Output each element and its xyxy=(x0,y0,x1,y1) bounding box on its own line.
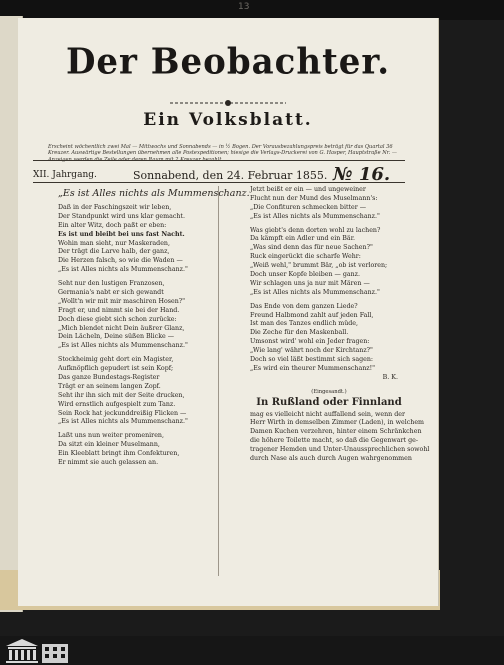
article-line: Damen Kuchen verzehren, hinter einem Schränkchen xyxy=(250,428,422,436)
poem-line: Germania's nabt er sich gewandt xyxy=(58,289,164,297)
poem-line: Wohin man sieht, nur Maskeraden, xyxy=(58,239,170,247)
newspaper-title: Der Beobachter. xyxy=(65,41,391,83)
library-logo-icon xyxy=(2,636,72,665)
article-line: tragener Hemden und Unter-Unaussprechlichen sowohl xyxy=(250,446,430,454)
poem-line: Trägt er an seinem langen Zopf. xyxy=(58,382,161,390)
issue-number: № 16. xyxy=(333,164,391,185)
page-number: 13 xyxy=(238,2,250,12)
poem-line: Stockheimig geht dort ein Magister, xyxy=(58,356,174,364)
poem-line: Seht nur den lustigen Franzosen, xyxy=(58,280,165,288)
left-column xyxy=(58,188,250,468)
poem-line: „Es wird ein theurer Mummenschanz!" xyxy=(250,364,376,372)
poem-line: „Es ist Alles nichts als Mummenschanz." xyxy=(250,288,380,296)
poem-line: Der Standpunkt wird uns klar gemacht. xyxy=(58,212,185,220)
poem-line: Ruck eingerückt die scharfe Wehr: xyxy=(250,253,361,261)
article-line: Herr Wirth in demselben Zimmer (Laden), in welchem xyxy=(250,419,425,427)
poem-line: Dein Lächeln, Deine süßen Blicke — xyxy=(58,333,175,341)
poem-line: Doch unser Kopfe bleiben — ganz. xyxy=(250,271,360,279)
poem-line: Ein alter Witz, doch paßt er eben: xyxy=(58,221,167,229)
ornament-divider-icon xyxy=(170,97,286,109)
article-line: mag es vielleicht nicht auffallend sein, wenn der xyxy=(250,410,405,418)
poem-line: „Es ist Alles nichts als Mummenschanz." xyxy=(250,212,380,220)
poem-line: Das Ende von dem ganzen Liede? xyxy=(250,302,358,310)
viewer-top-bar xyxy=(0,0,504,20)
poem-line: Was giebt's denn dorten wohl zu lachen? xyxy=(250,226,381,234)
poem-line: Seht ihr ihn sich mit der Seite drucken, xyxy=(58,391,185,399)
poem-signature: B. K. xyxy=(382,373,398,381)
poem-line: „Wollt'n wir mit mir maschiren Hosen?" xyxy=(58,297,186,305)
poem-line: Der trägt die Larve halb, der ganz, xyxy=(58,248,170,256)
newspaper-subtitle: Ein Volksblatt. xyxy=(143,110,313,130)
poem-line: „Es ist Alles nichts als Mummenschanz." xyxy=(58,418,188,426)
poem-line: Fragt er, und nimmt sie bei der Hand. xyxy=(58,306,180,314)
poem-line: Da kämpft ein Adler und ein Bär. xyxy=(250,235,356,243)
poem-line: „Wie lang' währt noch der Kirchtanz?" xyxy=(250,347,373,355)
poem-line: Er nimmt sie auch gelassen an. xyxy=(58,459,159,467)
poem-line: Doch diese giebt sich schon zurücke: xyxy=(58,315,177,323)
column-divider xyxy=(218,186,219,576)
poem-line: Wird ernstlich aufgespielt zum Tanz. xyxy=(58,400,176,408)
poem-line: „Die Confituren schmecken bitter — xyxy=(250,203,367,211)
poem-line: Umsonst wird' wohl ein Jeder fragen: xyxy=(250,338,370,346)
poem-line: Es ist und bleibt bei uns fast Nacht. xyxy=(58,230,185,238)
poem-line: Doch so viel läßt bestimmt sich sagen: xyxy=(250,356,374,364)
poem-title: „Es ist Alles nichts als Mummenschanz. xyxy=(58,188,250,199)
poem-line: Da sitzt ein kleiner Muselmann, xyxy=(58,441,160,449)
poem-line: Freund Halbmond zahlt auf jeden Fall, xyxy=(250,311,374,319)
poem-line: Jetzt beißt er ein — und ungeweiner xyxy=(250,186,366,193)
poem-line: Sein Rock hat jeckunddreißig Flicken — xyxy=(58,409,187,417)
poem-line: Aufknöpflich gepudert ist sein Kopf; xyxy=(58,365,174,373)
poem-line: „Es ist Alles nichts als Mummenschanz." xyxy=(58,266,188,274)
volume-year: XII. Jahrgang. xyxy=(33,170,97,180)
poem-line: Flucht nun der Mund des Muselmann's: xyxy=(250,194,378,202)
poem-line: Laßt uns nun weiter promeniren, xyxy=(58,432,164,440)
poem-line: „Weiß wehl," brummt Bär, „ob ist verloren; xyxy=(250,262,388,270)
poem-line: „Mich blendet nicht Dein äußrer Glanz, xyxy=(58,324,185,332)
submitted-note: (Eingesandt.) xyxy=(311,388,347,395)
poem-line: Die Herzen falsch, so wie die Waden — xyxy=(58,257,183,265)
poem-line: Ist man des Tanzes endlich müde, xyxy=(250,320,359,328)
article-line: die höhere Toilette macht, so daß die Gegenwart ge- xyxy=(250,437,418,445)
poem-line: Ein Kleeblatt bringt ihm Confekturen, xyxy=(58,450,180,458)
article-line: durch Nase als auch durch Augen wahrgenommen xyxy=(250,455,412,463)
poem-line: Das ganze Bundestags-Register xyxy=(58,374,160,382)
issue-date: Sonnabend, den 24. Februar 1855. xyxy=(133,169,328,182)
poem-line: Die Zeche für den Maskenball. xyxy=(250,329,349,337)
poem-line: Daß in der Faschingszeit wir leben, xyxy=(58,204,172,211)
poem-line: Wir schlagen uns ja nur mit Mären — xyxy=(250,279,370,287)
viewer-footer xyxy=(0,636,504,665)
right-column xyxy=(250,186,430,464)
header-rule-top xyxy=(33,160,405,161)
subscription-notice: Erscheint wöchentlich zwei Mal — Mittwochs und Sonnabends — in ½ Bogen. Der Vorausbezahlungspreis beträgt für das Quartal 36 Kreuzer. Auswärtige Bestellungen übernehmen alle Postexpeditionen; hiesige die Verlags-Druckerei von G. Hasper, Hauptstraße Nr. — Anzeigen werden die Zeile oder deren Raum mit 2 Kreuzer bezahlt. xyxy=(48,144,397,163)
article-title: In Rußland oder Finnland xyxy=(256,396,402,408)
poem-line: „Was sind denn das für neue Sachen?" xyxy=(250,244,373,252)
poem-line: „Es ist Alles nichts als Mummenschanz." xyxy=(58,342,188,350)
